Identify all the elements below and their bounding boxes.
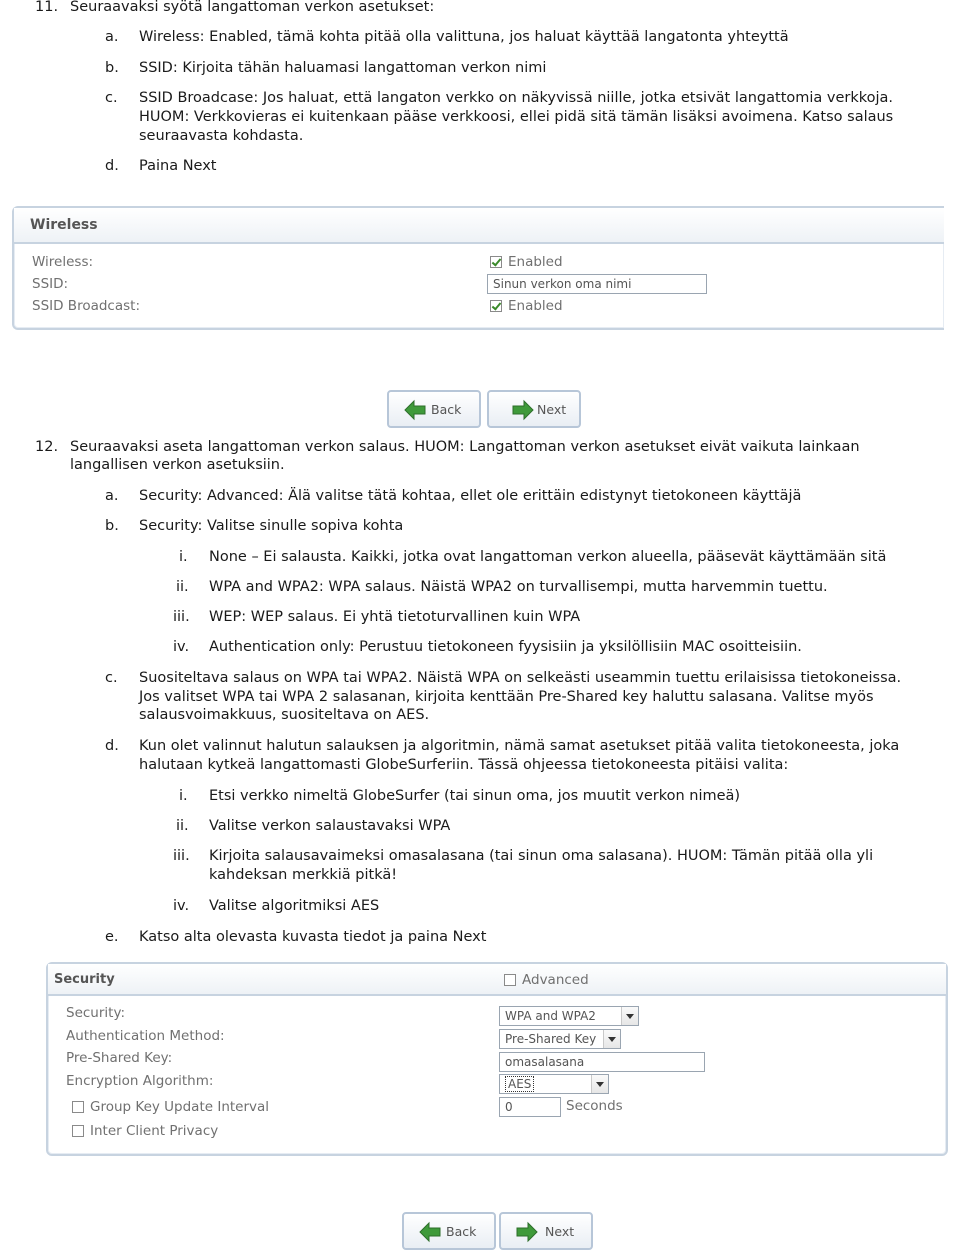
authentication-method-select[interactable] <box>499 1029 621 1049</box>
step-12b-marker: b. <box>105 518 119 534</box>
ssid-broadcast-enabled-label: Enabled <box>508 298 563 314</box>
step-11c-line1: SSID Broadcase: Jos haluat, että langaton verkko on näkyvissä niille, jotka etsivät langattomia verkkoja. <box>139 90 894 106</box>
step-12b-i-marker: i. <box>179 549 188 565</box>
step-11c-line2: HUOM: Verkkovieras ei kuitenkaan pääse verkkoosi, ellei pidä sitä tämän lisäksi avoimena. Katso salaus <box>139 109 894 125</box>
authentication-method-label: Authentication Method: <box>66 1028 225 1044</box>
step-12b-iv-marker: iv. <box>173 639 190 655</box>
step-12b-text: Security: Valitse sinulle sopiva kohta <box>139 518 404 534</box>
encryption-algorithm-value: AES <box>505 1076 534 1092</box>
back-button-label: Back <box>431 402 462 417</box>
step-11c-marker: c. <box>105 90 118 106</box>
encryption-algorithm-select[interactable] <box>499 1074 609 1094</box>
group-key-interval-input[interactable]: 0 <box>499 1097 561 1117</box>
step-12d-i-text: Etsi verkko nimeltä GlobeSurfer (tai sinun oma, jos muutit verkon nimeä) <box>209 788 741 804</box>
step-12d-ii-text: Valitse verkon salaustavaksi WPA <box>209 818 451 834</box>
next-button-bottom-label: Next <box>545 1224 575 1239</box>
ssid-label: SSID: <box>32 276 69 292</box>
step-12d-iv-text: Valitse algoritmiksi AES <box>209 898 380 914</box>
step-12c-line2: Jos valitset WPA tai WPA 2 salasanan, kirjoita kenttään Pre-Shared key haluttu salasana. Valitse myös <box>139 689 874 705</box>
step-12d-iv-marker: iv. <box>173 898 190 914</box>
seconds-label: Seconds <box>566 1098 623 1114</box>
step-11a-marker: a. <box>105 29 119 45</box>
step-12e-text: Katso alta olevasta kuvasta tiedot ja paina Next <box>139 929 487 945</box>
step-12b-iii-text: WEP: WEP salaus. Ei yhtä tietoturvallinen kuin WPA <box>209 609 581 625</box>
step-12d-iii-line2: kahdeksan merkkiä pitkä! <box>209 867 398 883</box>
ssid-input[interactable]: Sinun verkon oma nimi <box>487 274 707 294</box>
step-12a-marker: a. <box>105 488 119 504</box>
step-12b-iii-marker: iii. <box>173 609 190 625</box>
encryption-algorithm-label: Encryption Algorithm: <box>66 1073 214 1089</box>
step-11a-text: Wireless: Enabled, tämä kohta pitää olla valittuna, jos haluat käyttää langatonta yhteyttä <box>139 29 789 45</box>
advanced-checkbox[interactable] <box>504 974 516 986</box>
group-key-update-checkbox[interactable] <box>72 1101 84 1113</box>
security-panel-header <box>48 964 946 996</box>
step-12e-marker: e. <box>105 929 119 945</box>
step-12c-line3: salausvoimakkuus, suositeltava on AES. <box>139 707 430 723</box>
step-11b-text: SSID: Kirjoita tähän haluamasi langattoman verkon nimi <box>139 60 547 76</box>
step-12c-marker: c. <box>105 670 118 686</box>
back-button-bottom[interactable] <box>402 1212 496 1250</box>
step-12a-text: Security: Advanced: Älä valitse tätä kohtaa, ellet ole erittäin edistynyt tietokoneen käyttäjä <box>139 488 802 504</box>
step-11b-marker: b. <box>105 60 119 76</box>
authentication-method-value: Pre-Shared Key <box>505 1032 597 1046</box>
pre-shared-key-input[interactable]: omasalasana <box>499 1052 705 1072</box>
wireless-enabled-label: Enabled <box>508 254 563 270</box>
step-12d-line2: halutaan kytkeä langattomasti GlobeSurferiin. Tässä ohjeessa tietokoneesta pitäisi valita: <box>139 757 789 773</box>
step-11d-marker: d. <box>105 158 119 174</box>
chevron-down-icon <box>591 1075 608 1093</box>
ssid-broadcast-checkbox[interactable] <box>490 300 502 312</box>
wireless-panel-title: Wireless <box>30 217 98 233</box>
step-11-title: Seuraavaksi syötä langattoman verkon asetukset: <box>70 0 435 15</box>
step-11-number: 11. <box>35 0 59 15</box>
step-12-title-line2: langallisen verkon asetuksiin. <box>70 457 285 473</box>
next-button-label: Next <box>537 402 567 417</box>
arrow-left-icon <box>418 1220 442 1244</box>
step-12d-iii-marker: iii. <box>173 848 190 864</box>
next-button[interactable] <box>487 390 581 428</box>
step-12-number: 12. <box>35 439 59 455</box>
security-panel-title: Security <box>54 972 115 987</box>
arrow-right-icon <box>515 1220 539 1244</box>
step-12b-ii-marker: ii. <box>176 579 189 595</box>
inter-client-privacy-label: Inter Client Privacy <box>90 1123 219 1139</box>
next-button-bottom[interactable] <box>499 1212 593 1250</box>
step-12b-i-text: None – Ei salausta. Kaikki, jotka ovat langattoman verkon alueella, pääsevät käyttämään sitä <box>209 549 887 565</box>
step-12b-ii-text: WPA and WPA2: WPA salaus. Näistä WPA2 on turvallisempi, mutta harvemmin tuettu. <box>209 579 828 595</box>
group-key-update-label: Group Key Update Interval <box>90 1099 270 1115</box>
back-button-bottom-label: Back <box>446 1224 477 1239</box>
arrow-right-icon <box>511 398 535 422</box>
wireless-panel <box>12 206 944 330</box>
step-11c-line3: seuraavasta kohdasta. <box>139 128 304 144</box>
wireless-label: Wireless: <box>32 254 94 270</box>
step-12d-ii-marker: ii. <box>176 818 189 834</box>
step-11d-text: Paina Next <box>139 158 217 174</box>
chevron-down-icon <box>603 1030 620 1048</box>
ssid-broadcast-label: SSID Broadcast: <box>32 298 140 314</box>
step-12c-line1: Suositeltava salaus on WPA tai WPA2. Näistä WPA on selkeästi useammin tuettu erilaisissa tietokoneissa. <box>139 670 902 686</box>
back-button[interactable] <box>387 390 481 428</box>
step-12d-iii-line1: Kirjoita salausavaimeksi omasalasana (tai sinun oma salasana). HUOM: Tämän pitää olla yli <box>209 848 874 864</box>
wireless-enabled-checkbox[interactable] <box>490 256 502 268</box>
step-12d-i-marker: i. <box>179 788 188 804</box>
wireless-panel-header <box>14 208 944 244</box>
step-12b-iv-text: Authentication only: Perustuu tietokoneen fyysisiin ja yksilöllisiin MAC osoitteisiin. <box>209 639 802 655</box>
chevron-down-icon <box>621 1007 638 1025</box>
inter-client-privacy-checkbox[interactable] <box>72 1125 84 1137</box>
arrow-left-icon <box>403 398 427 422</box>
security-select-value: WPA and WPA2 <box>505 1009 596 1023</box>
step-12-title-line1: Seuraavaksi aseta langattoman verkon salaus. HUOM: Langattoman verkon asetukset eivät vaikuta lainkaan <box>70 439 860 455</box>
security-label: Security: <box>66 1005 126 1021</box>
step-12d-line1: Kun olet valinnut halutun salauksen ja algoritmin, nämä samat asetukset pitää valita tietokoneesta, joka <box>139 738 900 754</box>
pre-shared-key-label: Pre-Shared Key: <box>66 1050 173 1066</box>
security-select[interactable] <box>499 1006 639 1026</box>
advanced-label: Advanced <box>522 972 589 988</box>
security-panel <box>46 962 948 1156</box>
step-12d-marker: d. <box>105 738 119 754</box>
